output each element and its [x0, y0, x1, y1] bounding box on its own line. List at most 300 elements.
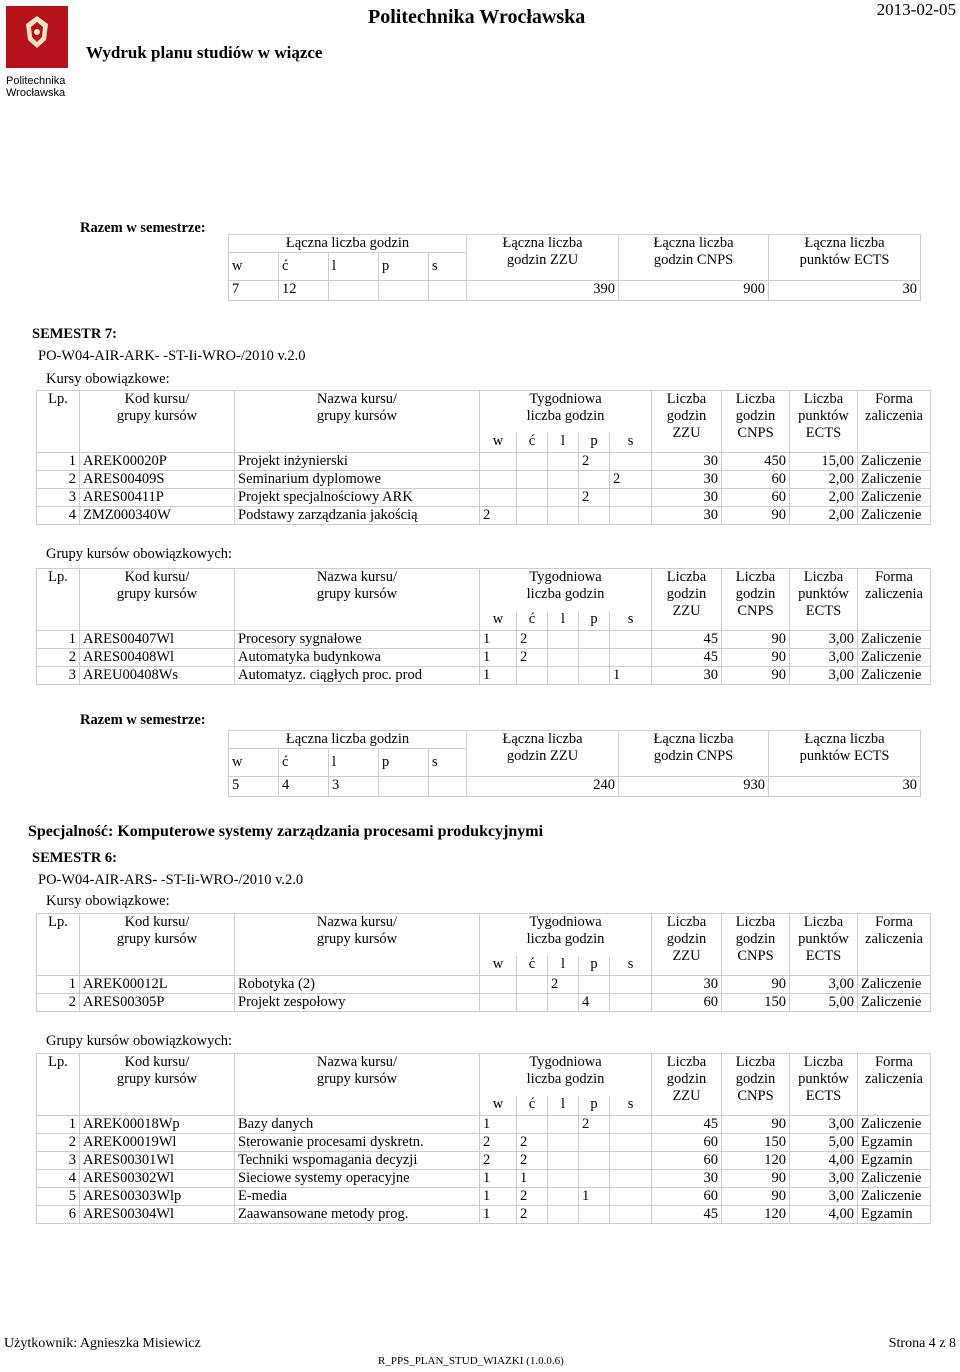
cell-hours-w: 1: [480, 1188, 517, 1206]
header-zzu: Łączna liczba godzin ZZU: [467, 731, 619, 777]
cell-hours-c: 2: [517, 1134, 548, 1152]
col-header-c: ć: [517, 1096, 548, 1116]
cell-hours-w: 1: [480, 1116, 517, 1134]
cell-course-name: Bazy danych: [235, 1116, 480, 1134]
cell-course-code: ARES00301Wl: [80, 1152, 235, 1170]
header-p: p: [379, 749, 429, 777]
header-total-hours: Łączna liczba godzin: [229, 731, 467, 749]
cell-hours-p: [579, 1206, 610, 1224]
cell-assessment-form: Zaliczenie: [858, 667, 931, 685]
cell-hours-p: 4: [579, 994, 610, 1012]
sum-c: 4: [279, 777, 329, 797]
cell-hours-cnps: 90: [722, 976, 790, 994]
cell-course-name: Seminarium dyplomowe: [235, 471, 480, 489]
cell-ects: 3,00: [790, 976, 858, 994]
table-row: [37, 631, 931, 649]
cell-assessment-form: Zaliczenie: [858, 976, 931, 994]
semester-6-title: SEMESTR 6:: [32, 850, 118, 866]
header-l: l: [329, 749, 379, 777]
col-header-p: p: [579, 956, 610, 976]
sum-l: 3: [329, 777, 379, 797]
col-header-l: l: [548, 611, 579, 631]
cell-lp: 6: [37, 1206, 80, 1224]
col-header-kod: Kod kursu/ grupy kursów: [80, 1054, 235, 1116]
semester-7-mandatory-label: Kursy obowiązkowe:: [46, 371, 170, 387]
cell-hours-c: [517, 489, 548, 507]
col-header-nazwa: Nazwa kursu/ grupy kursów: [235, 1054, 480, 1116]
semester-7-groups-table: [36, 568, 931, 685]
cell-lp: 1: [37, 453, 80, 471]
cell-hours-s: [610, 1170, 652, 1188]
col-header-tyg: Tygodniowa liczba godzin: [480, 569, 652, 611]
cell-hours-l: [548, 1134, 579, 1152]
cell-hours-s: [610, 1152, 652, 1170]
cell-assessment-form: Zaliczenie: [858, 994, 931, 1012]
footer-user: Użytkownik: Agnieszka Misiewicz: [4, 1336, 201, 1351]
table-row: [37, 489, 931, 507]
header-w: w: [229, 253, 279, 281]
cell-hours-cnps: 60: [722, 471, 790, 489]
cell-hours-c: [517, 453, 548, 471]
cell-ects: 3,00: [790, 1188, 858, 1206]
cell-ects: 3,00: [790, 631, 858, 649]
sum-ects: 30: [769, 777, 921, 797]
semester-7-groups-label: Grupy kursów obowiązkowych:: [46, 546, 233, 562]
col-header-ects: Liczba punktów ECTS: [790, 914, 858, 976]
col-header-ects: Liczba punktów ECTS: [790, 391, 858, 453]
semester-6-groups-table: [36, 1053, 931, 1224]
cell-hours-w: [480, 994, 517, 1012]
semester-summary-label: Razem w semestrze:: [80, 220, 206, 236]
cell-hours-zzu: 30: [652, 489, 722, 507]
cell-assessment-form: Zaliczenie: [858, 1188, 931, 1206]
cell-hours-cnps: 90: [722, 649, 790, 667]
cell-hours-zzu: 60: [652, 1134, 722, 1152]
cell-hours-l: [548, 667, 579, 685]
cell-hours-l: [548, 994, 579, 1012]
cell-hours-zzu: 60: [652, 1152, 722, 1170]
cell-course-name: Procesory sygnałowe: [235, 631, 480, 649]
cell-hours-zzu: 45: [652, 1116, 722, 1134]
cell-hours-s: 1: [610, 667, 652, 685]
cell-hours-cnps: 90: [722, 1170, 790, 1188]
col-header-zzu: Liczba godzin ZZU: [652, 914, 722, 976]
cell-course-code: AREK00018Wp: [80, 1116, 235, 1134]
cell-hours-l: [548, 649, 579, 667]
cell-ects: 5,00: [790, 1134, 858, 1152]
cell-lp: 4: [37, 507, 80, 525]
semester-6-mandatory-table: [36, 913, 931, 1012]
cell-course-code: ARES00304Wl: [80, 1206, 235, 1224]
sum-cnps: 900: [619, 281, 769, 301]
col-header-c: ć: [517, 433, 548, 453]
cell-hours-l: 2: [548, 976, 579, 994]
cell-hours-c: 2: [517, 649, 548, 667]
col-header-zzu: Liczba godzin ZZU: [652, 1054, 722, 1116]
cell-assessment-form: Zaliczenie: [858, 453, 931, 471]
semester-summary-table-1: [228, 234, 921, 301]
sum-w: 5: [229, 777, 279, 797]
semester-summary-table-2: [228, 730, 921, 797]
col-header-l: l: [548, 956, 579, 976]
col-header-forma: Forma zaliczenia: [858, 914, 931, 976]
cell-course-code: AREK00012L: [80, 976, 235, 994]
cell-lp: 2: [37, 1134, 80, 1152]
cell-hours-w: 1: [480, 631, 517, 649]
cell-hours-cnps: 90: [722, 631, 790, 649]
cell-hours-p: [579, 667, 610, 685]
cell-hours-p: [579, 1134, 610, 1152]
university-logo: [6, 6, 68, 99]
cell-lp: 4: [37, 1170, 80, 1188]
cell-hours-s: [610, 1116, 652, 1134]
cell-hours-cnps: 150: [722, 994, 790, 1012]
col-header-kod: Kod kursu/ grupy kursów: [80, 569, 235, 631]
cell-hours-w: 1: [480, 1206, 517, 1224]
table-row: [37, 507, 931, 525]
cell-lp: 5: [37, 1188, 80, 1206]
col-header-tyg: Tygodniowa liczba godzin: [480, 914, 652, 956]
cell-hours-c: [517, 976, 548, 994]
cell-lp: 1: [37, 1116, 80, 1134]
col-header-forma: Forma zaliczenia: [858, 1054, 931, 1116]
cell-hours-c: 1: [517, 1170, 548, 1188]
cell-course-code: ARES00407Wl: [80, 631, 235, 649]
sum-p: [379, 281, 429, 301]
sum-s: [429, 281, 467, 301]
sum-s: [429, 777, 467, 797]
header-s: s: [429, 253, 467, 281]
col-header-nazwa: Nazwa kursu/ grupy kursów: [235, 569, 480, 631]
col-header-forma: Forma zaliczenia: [858, 391, 931, 453]
cell-lp: 3: [37, 667, 80, 685]
cell-hours-p: [579, 631, 610, 649]
col-header-lp: Lp.: [37, 1054, 80, 1116]
table-row: [37, 1188, 931, 1206]
table-row: [37, 1116, 931, 1134]
cell-hours-w: 1: [480, 1170, 517, 1188]
cell-hours-w: 1: [480, 649, 517, 667]
sum-zzu: 390: [467, 281, 619, 301]
cell-course-code: ARES00408Wl: [80, 649, 235, 667]
col-header-lp: Lp.: [37, 914, 80, 976]
cell-assessment-form: Egzamin: [858, 1134, 931, 1152]
cell-course-code: AREU00408Ws: [80, 667, 235, 685]
col-header-ects: Liczba punktów ECTS: [790, 1054, 858, 1116]
table-row: [37, 1170, 931, 1188]
cell-course-code: ARES00409S: [80, 471, 235, 489]
cell-hours-p: 2: [579, 453, 610, 471]
cell-course-code: ARES00302Wl: [80, 1170, 235, 1188]
cell-ects: 3,00: [790, 1170, 858, 1188]
col-header-p: p: [579, 433, 610, 453]
col-header-tyg: Tygodniowa liczba godzin: [480, 1054, 652, 1096]
cell-course-code: ARES00303Wlp: [80, 1188, 235, 1206]
cell-course-name: Sieciowe systemy operacyjne: [235, 1170, 480, 1188]
cell-hours-zzu: 30: [652, 471, 722, 489]
cell-hours-w: [480, 471, 517, 489]
header-cnps: Łączna liczba godzin CNPS: [619, 235, 769, 281]
cell-course-code: ARES00411P: [80, 489, 235, 507]
cell-course-name: Projekt zespołowy: [235, 994, 480, 1012]
cell-ects: 3,00: [790, 1116, 858, 1134]
cell-hours-w: 1: [480, 667, 517, 685]
cell-hours-cnps: 90: [722, 1116, 790, 1134]
table-row: [37, 1206, 931, 1224]
cell-hours-l: [548, 631, 579, 649]
header-s: s: [429, 749, 467, 777]
sum-w: 7: [229, 281, 279, 301]
cell-hours-l: [548, 1188, 579, 1206]
sum-p: [379, 777, 429, 797]
cell-course-code: ARES00305P: [80, 994, 235, 1012]
table-row: [37, 649, 931, 667]
cell-hours-p: 2: [579, 489, 610, 507]
cell-hours-p: [579, 507, 610, 525]
cell-assessment-form: Zaliczenie: [858, 489, 931, 507]
header-c: ć: [279, 749, 329, 777]
col-header-kod: Kod kursu/ grupy kursów: [80, 914, 235, 976]
cell-hours-c: [517, 507, 548, 525]
col-header-nazwa: Nazwa kursu/ grupy kursów: [235, 391, 480, 453]
cell-course-name: E-media: [235, 1188, 480, 1206]
col-header-cnps: Liczba godzin CNPS: [722, 914, 790, 976]
cell-hours-zzu: 30: [652, 1170, 722, 1188]
header-cnps: Łączna liczba godzin CNPS: [619, 731, 769, 777]
semester-summary-label-2: Razem w semestrze:: [80, 712, 206, 728]
col-header-s: s: [610, 956, 652, 976]
cell-hours-p: [579, 1170, 610, 1188]
col-header-forma: Forma zaliczenia: [858, 569, 931, 631]
sum-ects: 30: [769, 281, 921, 301]
col-header-c: ć: [517, 611, 548, 631]
sum-c: 12: [279, 281, 329, 301]
cell-course-name: Podstawy zarządzania jakością: [235, 507, 480, 525]
cell-hours-zzu: 30: [652, 453, 722, 471]
cell-lp: 3: [37, 1152, 80, 1170]
cell-ects: 2,00: [790, 489, 858, 507]
cell-ects: 3,00: [790, 649, 858, 667]
cell-hours-zzu: 60: [652, 994, 722, 1012]
cell-hours-p: [579, 471, 610, 489]
cell-hours-p: [579, 1152, 610, 1170]
cell-hours-c: 2: [517, 1206, 548, 1224]
cell-hours-l: [548, 507, 579, 525]
header-total-hours: Łączna liczba godzin: [229, 235, 467, 253]
cell-lp: 2: [37, 994, 80, 1012]
col-header-lp: Lp.: [37, 391, 80, 453]
cell-hours-cnps: 90: [722, 507, 790, 525]
cell-hours-c: 2: [517, 1152, 548, 1170]
header-ects: Łączna liczba punktów ECTS: [769, 235, 921, 281]
cell-assessment-form: Zaliczenie: [858, 1170, 931, 1188]
semester-7-plan-code: PO-W04-AIR-ARK- -ST-Ii-WRO-/2010 v.2.0: [38, 348, 306, 364]
col-header-p: p: [579, 611, 610, 631]
cell-course-code: AREK00020P: [80, 453, 235, 471]
cell-hours-cnps: 60: [722, 489, 790, 507]
col-header-cnps: Liczba godzin CNPS: [722, 569, 790, 631]
cell-assessment-form: Zaliczenie: [858, 1116, 931, 1134]
cell-course-name: Sterowanie procesami dyskretn.: [235, 1134, 480, 1152]
cell-course-name: Automatyz. ciągłych proc. prod: [235, 667, 480, 685]
header-p: p: [379, 253, 429, 281]
cell-hours-w: 2: [480, 1152, 517, 1170]
col-header-kod: Kod kursu/ grupy kursów: [80, 391, 235, 453]
cell-hours-l: [548, 471, 579, 489]
cell-ects: 2,00: [790, 507, 858, 525]
cell-hours-cnps: 150: [722, 1134, 790, 1152]
cell-hours-cnps: 90: [722, 1188, 790, 1206]
cell-hours-l: [548, 453, 579, 471]
cell-hours-w: [480, 453, 517, 471]
cell-ects: 5,00: [790, 994, 858, 1012]
semester-7-mandatory-table: [36, 390, 931, 525]
cell-hours-zzu: 45: [652, 631, 722, 649]
col-header-w: w: [480, 611, 517, 631]
cell-course-name: Projekt specjalnościowy ARK: [235, 489, 480, 507]
table-row: [37, 453, 931, 471]
col-header-cnps: Liczba godzin CNPS: [722, 391, 790, 453]
cell-hours-l: [548, 1152, 579, 1170]
cell-hours-s: [610, 1206, 652, 1224]
cell-lp: 3: [37, 489, 80, 507]
cell-lp: 2: [37, 471, 80, 489]
cell-hours-s: [610, 649, 652, 667]
cell-ects: 15,00: [790, 453, 858, 471]
cell-ects: 4,00: [790, 1152, 858, 1170]
table-row: [37, 667, 931, 685]
sum-zzu: 240: [467, 777, 619, 797]
university-name: Politechnika Wrocławska: [368, 6, 586, 28]
col-header-p: p: [579, 1096, 610, 1116]
document-title: Wydruk planu studiów w wiązce: [86, 43, 323, 62]
table-row: [37, 1152, 931, 1170]
cell-hours-l: [548, 1170, 579, 1188]
print-date: 2013-02-05: [876, 0, 956, 19]
sum-l: [329, 281, 379, 301]
header-ects: Łączna liczba punktów ECTS: [769, 731, 921, 777]
cell-hours-zzu: 60: [652, 1188, 722, 1206]
cell-hours-l: [548, 489, 579, 507]
sum-cnps: 930: [619, 777, 769, 797]
cell-lp: 1: [37, 976, 80, 994]
logo-text: Politechnika Wrocławska: [6, 75, 66, 99]
cell-hours-s: [610, 994, 652, 1012]
cell-course-code: ZMZ000340W: [80, 507, 235, 525]
table-row: [37, 471, 931, 489]
col-header-s: s: [610, 611, 652, 631]
cell-ects: 3,00: [790, 667, 858, 685]
cell-hours-p: 2: [579, 1116, 610, 1134]
cell-hours-cnps: 120: [722, 1206, 790, 1224]
cell-hours-c: 2: [517, 631, 548, 649]
header-zzu: Łączna liczba godzin ZZU: [467, 235, 619, 281]
cell-hours-w: 2: [480, 507, 517, 525]
cell-hours-c: [517, 1116, 548, 1134]
cell-assessment-form: Zaliczenie: [858, 507, 931, 525]
cell-hours-zzu: 30: [652, 667, 722, 685]
col-header-cnps: Liczba godzin CNPS: [722, 1054, 790, 1116]
col-header-lp: Lp.: [37, 569, 80, 631]
cell-course-name: Robotyka (2): [235, 976, 480, 994]
col-header-w: w: [480, 433, 517, 453]
cell-hours-l: [548, 1206, 579, 1224]
cell-lp: 2: [37, 649, 80, 667]
col-header-nazwa: Nazwa kursu/ grupy kursów: [235, 914, 480, 976]
cell-hours-zzu: 45: [652, 1206, 722, 1224]
col-header-tyg: Tygodniowa liczba godzin: [480, 391, 652, 433]
cell-course-name: Zaawansowane metody prog.: [235, 1206, 480, 1224]
cell-course-name: Automatyka budynkowa: [235, 649, 480, 667]
cell-hours-p: [579, 649, 610, 667]
cell-hours-zzu: 45: [652, 649, 722, 667]
cell-hours-s: [610, 453, 652, 471]
cell-hours-c: [517, 667, 548, 685]
table-row: [37, 994, 931, 1012]
semester-7-title: SEMESTR 7:: [32, 326, 118, 342]
cell-hours-cnps: 120: [722, 1152, 790, 1170]
cell-hours-s: [610, 1134, 652, 1152]
cell-hours-c: [517, 994, 548, 1012]
cell-hours-p: [579, 976, 610, 994]
col-header-ects: Liczba punktów ECTS: [790, 569, 858, 631]
col-header-l: l: [548, 1096, 579, 1116]
semester-6-plan-code: PO-W04-AIR-ARS- -ST-Ii-WRO-/2010 v.2.0: [38, 872, 304, 888]
col-header-s: s: [610, 1096, 652, 1116]
cell-course-name: Projekt inżynierski: [235, 453, 480, 471]
col-header-w: w: [480, 1096, 517, 1116]
cell-assessment-form: Zaliczenie: [858, 631, 931, 649]
cell-hours-s: [610, 1188, 652, 1206]
cell-hours-l: [548, 1116, 579, 1134]
col-header-zzu: Liczba godzin ZZU: [652, 569, 722, 631]
cell-hours-c: [517, 471, 548, 489]
cell-hours-cnps: 450: [722, 453, 790, 471]
col-header-w: w: [480, 956, 517, 976]
cell-hours-c: 2: [517, 1188, 548, 1206]
cell-hours-w: [480, 489, 517, 507]
cell-course-code: AREK00019Wl: [80, 1134, 235, 1152]
cell-hours-p: 1: [579, 1188, 610, 1206]
cell-lp: 1: [37, 631, 80, 649]
footer-report-code: R_PPS_PLAN_STUD_WIAZKI (1.0.0.6): [378, 1355, 564, 1367]
header-l: l: [329, 253, 379, 281]
cell-hours-w: [480, 976, 517, 994]
col-header-zzu: Liczba godzin ZZU: [652, 391, 722, 453]
cell-assessment-form: Zaliczenie: [858, 649, 931, 667]
cell-course-name: Techniki wspomagania decyzji: [235, 1152, 480, 1170]
cell-hours-s: 2: [610, 471, 652, 489]
semester-6-groups-label: Grupy kursów obowiązkowych:: [46, 1033, 233, 1049]
cell-hours-s: [610, 489, 652, 507]
cell-hours-zzu: 30: [652, 507, 722, 525]
cell-hours-s: [610, 507, 652, 525]
specialization-title: Specjalność: Komputerowe systemy zarządzania procesami produkcyjnymi: [28, 823, 544, 840]
semester-6-mandatory-label: Kursy obowiązkowe:: [46, 893, 170, 909]
cell-hours-zzu: 30: [652, 976, 722, 994]
col-header-c: ć: [517, 956, 548, 976]
table-row: [37, 1134, 931, 1152]
table-row: [37, 976, 931, 994]
col-header-l: l: [548, 433, 579, 453]
cell-hours-s: [610, 631, 652, 649]
cell-assessment-form: Zaliczenie: [858, 471, 931, 489]
header-w: w: [229, 749, 279, 777]
footer-page-number: Strona 4 z 8: [888, 1336, 956, 1351]
cell-hours-s: [610, 976, 652, 994]
col-header-s: s: [610, 433, 652, 453]
cell-hours-w: 2: [480, 1134, 517, 1152]
